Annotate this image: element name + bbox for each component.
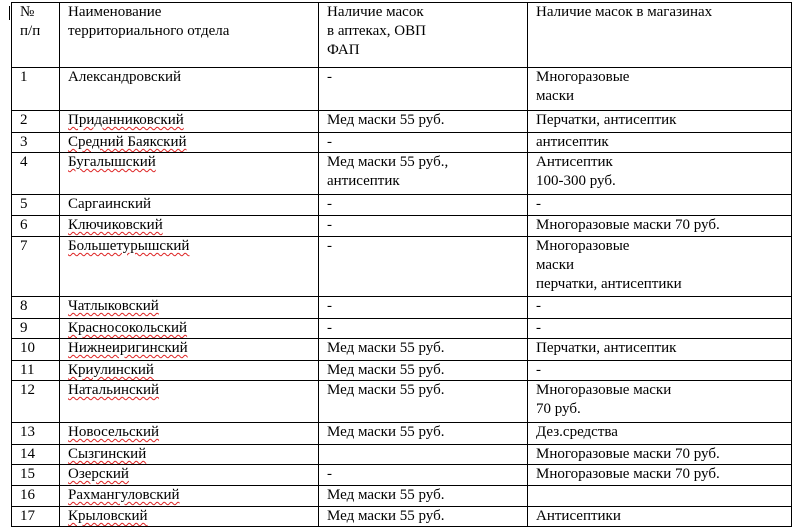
row-shops: Перчатки, антисептик: [528, 111, 792, 133]
territorial-unit-name: Средний Баякский: [68, 134, 187, 150]
table-row: [12, 237, 792, 297]
row-pharmacy: Мед маски 55 руб.: [319, 361, 528, 381]
table-row: [12, 297, 792, 319]
row-shops: -: [528, 319, 792, 339]
table-row: [12, 445, 792, 465]
table-row: [12, 319, 792, 339]
territorial-unit-name: Новосельский: [68, 424, 160, 440]
row-name: [60, 486, 319, 507]
row-pharmacy: Мед маски 55 руб.: [319, 111, 528, 133]
territorial-unit-name: Рахмангуловский: [68, 487, 180, 503]
header-row: [12, 3, 792, 68]
row-name: [60, 297, 319, 319]
row-shops: -: [528, 195, 792, 216]
row-pharmacy: -: [319, 319, 528, 339]
row-shops: антисептик: [528, 133, 792, 153]
row-shops: Многоразовые маски перчатки, антисептики: [528, 237, 792, 297]
table-row: [12, 133, 792, 153]
row-pharmacy: Мед маски 55 руб.: [319, 423, 528, 445]
row-name: [60, 423, 319, 445]
territorial-unit-name: Криулинский: [68, 362, 154, 378]
territorial-unit-name: Нижнеиригинский: [68, 340, 188, 356]
row-num: 7: [12, 237, 60, 297]
row-name: [60, 68, 319, 111]
row-num: 11: [12, 361, 60, 381]
row-shops: Многоразовые маски: [528, 68, 792, 111]
row-num: 1: [12, 68, 60, 111]
row-name: [60, 319, 319, 339]
row-pharmacy: -: [319, 195, 528, 216]
row-pharmacy: Мед маски 55 руб.: [319, 507, 528, 527]
row-num: 3: [12, 133, 60, 153]
territorial-unit-name: Приданниковский: [68, 112, 184, 128]
table-row: [12, 381, 792, 423]
table-row: [12, 507, 792, 527]
row-pharmacy: Мед маски 55 руб.: [319, 381, 528, 423]
header-shops: Наличие масок в магазинах: [528, 3, 792, 68]
row-pharmacy: Мед маски 55 руб., антисептик: [319, 153, 528, 195]
row-num: 14: [12, 445, 60, 465]
row-pharmacy: -: [319, 465, 528, 486]
territorial-unit-name: Натальинский: [68, 382, 160, 398]
territorial-unit-name: Крыловский: [68, 508, 148, 524]
table-row: [12, 195, 792, 216]
row-shops: Многоразовые маски 70 руб.: [528, 381, 792, 423]
row-num: 2: [12, 111, 60, 133]
territorial-unit-name: Александровский: [68, 69, 182, 85]
row-num: 16: [12, 486, 60, 507]
header-pharmacy: Наличие масок в аптеках, ОВП ФАП: [319, 3, 528, 68]
row-num: 6: [12, 216, 60, 237]
table-row: [12, 153, 792, 195]
row-name: [60, 153, 319, 195]
row-name: [60, 133, 319, 153]
row-shops: Многоразовые маски 70 руб.: [528, 465, 792, 486]
row-pharmacy: Мед маски 55 руб.: [319, 486, 528, 507]
row-name: [60, 339, 319, 361]
row-num: 12: [12, 381, 60, 423]
row-name: [60, 507, 319, 527]
row-pharmacy: -: [319, 237, 528, 297]
row-shops: Многоразовые маски 70 руб.: [528, 216, 792, 237]
header-num: № п/п: [12, 3, 60, 68]
row-pharmacy: -: [319, 68, 528, 111]
row-num: 4: [12, 153, 60, 195]
row-pharmacy: -: [319, 133, 528, 153]
row-num: 15: [12, 465, 60, 486]
text-cursor: [9, 6, 10, 20]
row-pharmacy: [319, 445, 528, 465]
territorial-unit-name: Сызгинский: [68, 446, 147, 462]
territorial-unit-name: Саргаинский: [68, 196, 152, 212]
table-row: [12, 486, 792, 507]
table-row: [12, 423, 792, 445]
row-shops: -: [528, 361, 792, 381]
row-name: [60, 111, 319, 133]
table-body: [12, 68, 792, 527]
row-num: 13: [12, 423, 60, 445]
row-shops: Многоразовые маски 70 руб.: [528, 445, 792, 465]
row-shops: Перчатки, антисептик: [528, 339, 792, 361]
row-name: [60, 237, 319, 297]
row-name: [60, 216, 319, 237]
row-num: 5: [12, 195, 60, 216]
territorial-unit-name: Чатлыковский: [68, 298, 159, 314]
table-row: [12, 465, 792, 486]
table-row: [12, 68, 792, 111]
row-shops: -: [528, 297, 792, 319]
row-pharmacy: -: [319, 297, 528, 319]
row-num: 8: [12, 297, 60, 319]
row-num: 17: [12, 507, 60, 527]
territorial-unit-name: Ключиковский: [68, 217, 163, 233]
row-shops: [528, 486, 792, 507]
territorial-unit-name: Красносокольский: [68, 320, 188, 336]
row-pharmacy: Мед маски 55 руб.: [319, 339, 528, 361]
table-row: [12, 216, 792, 237]
territorial-unit-name: Озерский: [68, 466, 129, 482]
row-shops: Дез.средства: [528, 423, 792, 445]
row-name: [60, 465, 319, 486]
table-row: [12, 361, 792, 381]
row-num: 10: [12, 339, 60, 361]
row-shops: Антисептики: [528, 507, 792, 527]
territorial-unit-name: Большетурышский: [68, 238, 190, 254]
territorial-unit-name: Бугалышский: [68, 154, 156, 170]
header-name: Наименование территориального отдела: [60, 3, 319, 68]
row-num: 9: [12, 319, 60, 339]
row-name: [60, 381, 319, 423]
table-row: [12, 111, 792, 133]
row-name: [60, 361, 319, 381]
table-row: [12, 339, 792, 361]
row-pharmacy: -: [319, 216, 528, 237]
masks-table: [11, 2, 792, 527]
row-name: [60, 445, 319, 465]
row-shops: Антисептик 100-300 руб.: [528, 153, 792, 195]
row-name: [60, 195, 319, 216]
